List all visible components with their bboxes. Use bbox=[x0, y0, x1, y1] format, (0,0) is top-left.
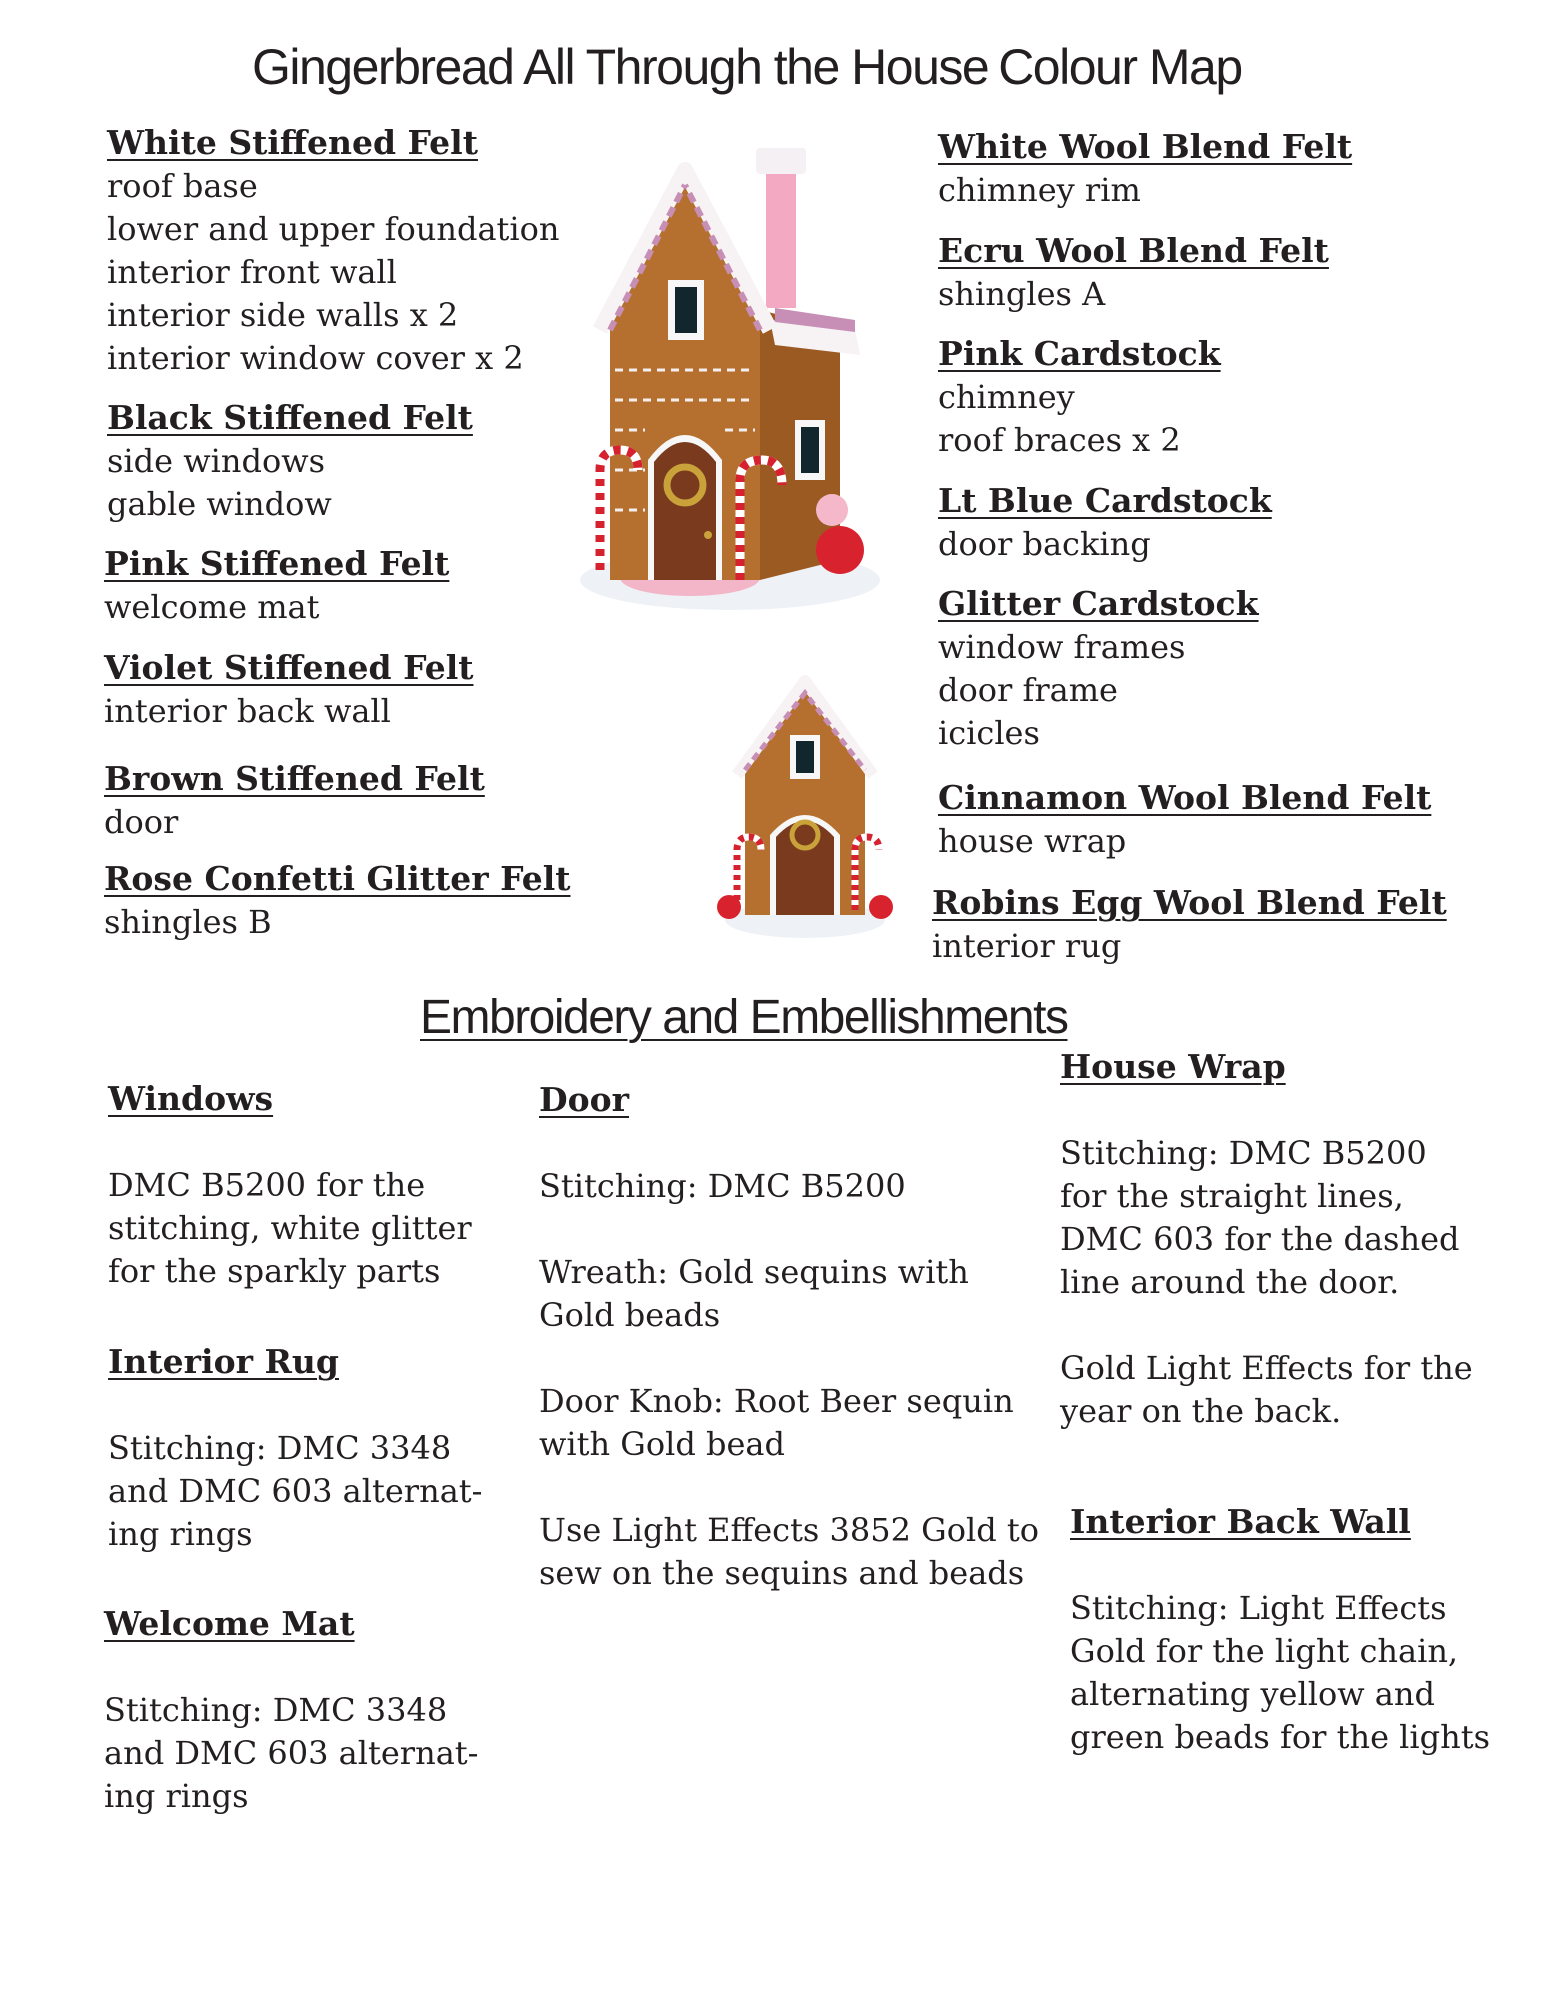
material-heading: Glitter Cardstock bbox=[938, 584, 1259, 623]
material-heading: Brown Stiffened Felt bbox=[104, 759, 485, 798]
embroidery-heading: Welcome Mat bbox=[104, 1604, 355, 1643]
material-item: shingles B bbox=[104, 903, 272, 941]
material-heading: White Stiffened Felt bbox=[107, 123, 478, 162]
material-heading: Pink Cardstock bbox=[938, 334, 1221, 373]
section-title-embroidery: Embroidery and Embellishments bbox=[420, 991, 1068, 1044]
embroidery-heading: Windows bbox=[108, 1079, 274, 1118]
embroidery-text: DMC B5200 for the stitching, white glitter for the sparkly parts bbox=[108, 1166, 472, 1290]
material-item: door frame bbox=[938, 671, 1118, 709]
material-heading: Black Stiffened Felt bbox=[107, 398, 473, 437]
embroidery-text: Wreath: Gold sequins with Gold beads bbox=[539, 1253, 969, 1334]
material-item: welcome mat bbox=[104, 588, 320, 626]
embroidery-text: Stitching: DMC B5200 bbox=[539, 1167, 906, 1205]
embroidery-heading: Door bbox=[539, 1080, 630, 1119]
material-item: chimney bbox=[938, 378, 1075, 416]
material-item: door bbox=[104, 803, 179, 841]
large-house-image bbox=[570, 140, 920, 640]
material-item: house wrap bbox=[938, 822, 1127, 860]
material-brown-stiffened-felt bbox=[104, 757, 485, 844]
embroidery-interior-back-wall bbox=[1070, 1500, 1490, 1759]
embroidery-heading: House Wrap bbox=[1060, 1047, 1286, 1086]
material-item: roof braces x 2 bbox=[938, 421, 1181, 459]
material-heading: Cinnamon Wool Blend Felt bbox=[938, 778, 1432, 817]
embroidery-text: Stitching: Light Effects Gold for the light chain, alternating yellow and green beads for the lights bbox=[1070, 1589, 1491, 1756]
material-heading: Violet Stiffened Felt bbox=[104, 648, 474, 687]
embroidery-text: Door Knob: Root Beer sequin with Gold bead bbox=[539, 1382, 1014, 1463]
embroidery-door bbox=[539, 1078, 1049, 1595]
material-pink-stiffened-felt bbox=[104, 542, 449, 629]
embroidery-heading: Interior Back Wall bbox=[1070, 1502, 1411, 1541]
embroidery-text: Stitching: DMC 3348 and DMC 603 alternat-ing rings bbox=[108, 1429, 483, 1553]
material-rose-confetti-glitter-felt bbox=[104, 857, 570, 944]
material-heading: Pink Stiffened Felt bbox=[104, 544, 450, 583]
material-cinnamon-wool-blend-felt bbox=[938, 776, 1431, 863]
embroidery-interior-rug bbox=[108, 1340, 508, 1556]
material-item: chimney rim bbox=[938, 171, 1141, 209]
material-item: interior front wall bbox=[107, 253, 397, 291]
page-title bbox=[252, 38, 1242, 96]
embroidery-text: Gold Light Effects for the year on the back. bbox=[1060, 1349, 1473, 1430]
embroidery-house-wrap bbox=[1060, 1045, 1480, 1433]
material-heading: Lt Blue Cardstock bbox=[938, 481, 1272, 520]
material-heading: Robins Egg Wool Blend Felt bbox=[932, 883, 1447, 922]
material-item: interior back wall bbox=[104, 692, 391, 730]
page-title-suffix: Colour Map bbox=[998, 39, 1242, 95]
small-house-image bbox=[715, 675, 895, 945]
material-glitter-cardstock bbox=[938, 582, 1259, 755]
material-ecru-wool-blend-felt bbox=[938, 229, 1329, 316]
embroidery-text: Stitching: DMC 3348 and DMC 603 alternat-ing rings bbox=[104, 1691, 479, 1815]
page-title-main: Gingerbread All Through the House bbox=[252, 39, 989, 95]
material-item: side windows bbox=[107, 442, 326, 480]
material-item: roof base bbox=[107, 167, 258, 205]
material-black-stiffened-felt bbox=[107, 396, 473, 526]
material-heading: Rose Confetti Glitter Felt bbox=[104, 859, 571, 898]
embroidery-heading: Interior Rug bbox=[108, 1342, 339, 1381]
material-item: interior rug bbox=[932, 927, 1122, 965]
material-item: door backing bbox=[938, 525, 1151, 563]
material-violet-stiffened-felt bbox=[104, 646, 473, 733]
material-white-stiffened-felt bbox=[107, 121, 559, 380]
material-item: interior side walls x 2 bbox=[107, 296, 459, 334]
material-item: lower and upper foundation bbox=[107, 210, 560, 248]
embroidery-text: Use Light Effects 3852 Gold to sew on the sequins and beads bbox=[539, 1511, 1039, 1592]
material-item: window frames bbox=[938, 628, 1186, 666]
embroidery-welcome-mat bbox=[104, 1602, 504, 1818]
material-white-wool-blend-felt bbox=[938, 125, 1352, 212]
material-lt-blue-cardstock bbox=[938, 479, 1272, 566]
material-item: icicles bbox=[938, 714, 1040, 752]
material-item: interior window cover x 2 bbox=[107, 339, 524, 377]
material-heading: White Wool Blend Felt bbox=[938, 127, 1353, 166]
embroidery-windows bbox=[108, 1077, 508, 1293]
material-pink-cardstock bbox=[938, 332, 1221, 462]
material-item: shingles A bbox=[938, 275, 1106, 313]
material-item: gable window bbox=[107, 485, 332, 523]
material-robins-egg-wool-blend-felt bbox=[932, 881, 1447, 968]
material-heading: Ecru Wool Blend Felt bbox=[938, 231, 1329, 270]
embroidery-text: Stitching: DMC B5200 for the straight lines, DMC 603 for the dashed line around the door. bbox=[1060, 1134, 1460, 1301]
